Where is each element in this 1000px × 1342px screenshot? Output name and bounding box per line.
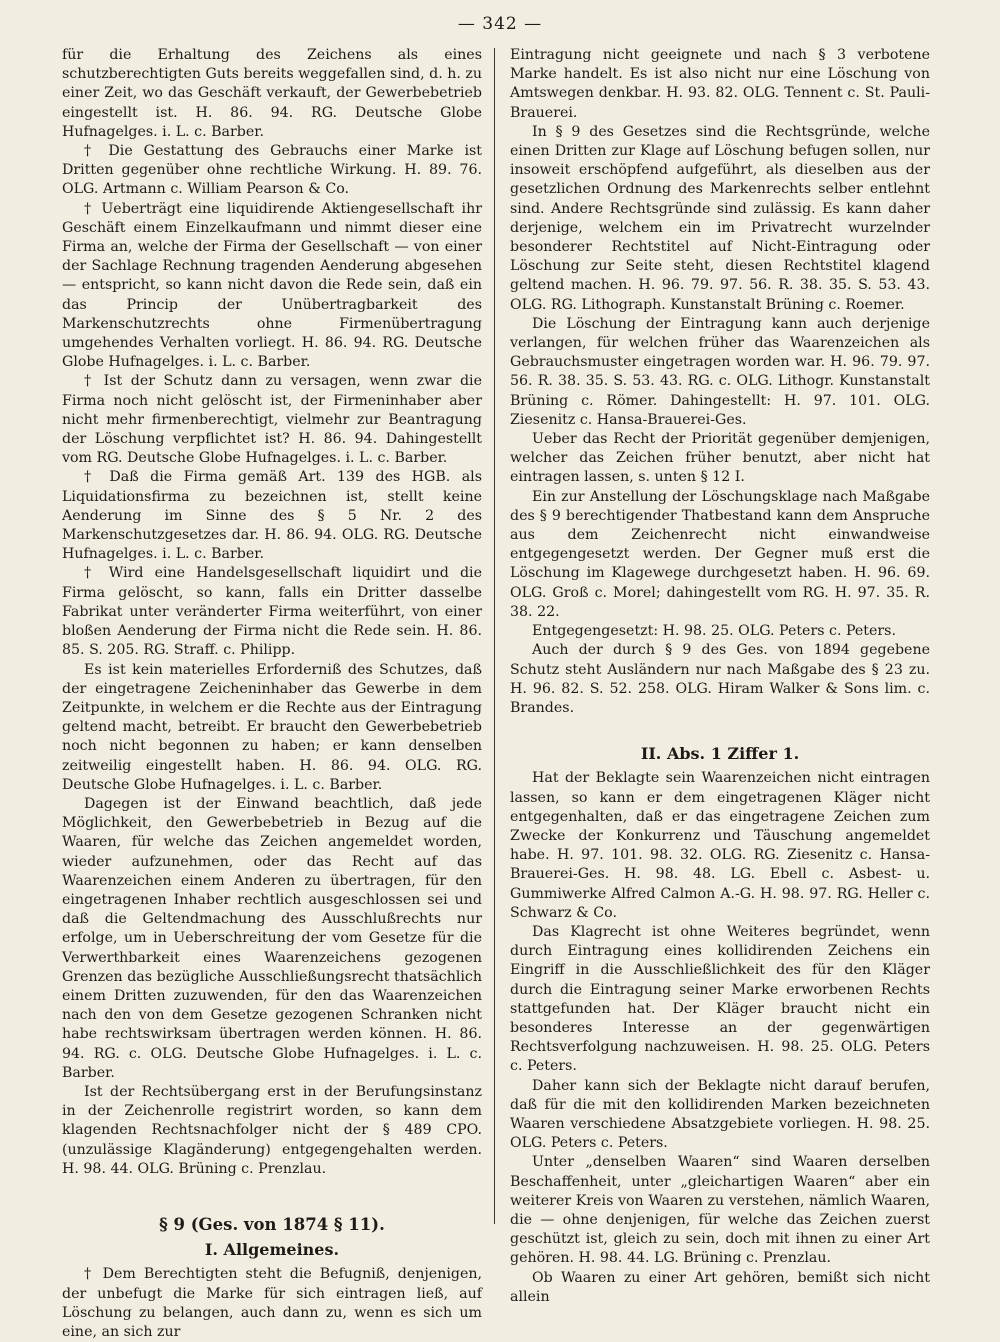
paragraph: Das Klagrecht ist ohne Weiteres begründet, wenn durch Eintragung eines kollidirenden Zeichens ein Eingriff in die Ausschließlichkeit des für den Kläger durch die Eintragung seiner Marke erworbenen Rechts stattgefunden hat. Der Kläger braucht nicht ein besonderes Interesse an der gegenwärtigen Rechtsverfolgung nachzuweisen. H. 98. 25. OLG. Peters c. Peters. bbox=[510, 923, 930, 1075]
paragraph: † Ist der Schutz dann zu versagen, wenn zwar die Firma noch nicht gelöscht ist, der Firmeninhaber aber nicht mehr firmenberechtigt, vielmehr zur Beantragung der Löschung verpflichtet ist? H. 86. 94. Dahingestellt vom RG. Deutsche Globe Hufnagelges. i. L. c. Barber. bbox=[62, 373, 482, 467]
paragraph: † Ueberträgt eine liquidirende Aktiengesellschaft ihr Geschäft einem Einzelkaufmann und nimmt dieser eine Firma an, welche der Firma der Gesellschaft — von einer der Sachlage Rechnung tragenden Aenderung abgesehen — entspricht, so kann nicht davon die Rede sein, daß ein das Princip der Unübertragbarkeit des Markenschutzrechts ohne Firmenübertragung umgehendes Verhalten vorliegt. H. 86. 94. RG. Deutsche Globe Hufnagelges. i. L. c. Barber. bbox=[62, 200, 482, 371]
paragraph: Ein zur Anstellung der Löschungsklage nach Maßgabe des § 9 berechtigender Thatbestand kann dem Anspruche aus dem Zeichenrecht nicht einwandweise entgegengesetzt werden. Der Gegner muß erst die Löschung im Klagewege durchgesetzt haben. H. 96. 69. OLG. Groß c. Morel; dahingestellt vom RG. H. 97. 35. R. 38. 22. bbox=[510, 488, 930, 620]
column-divider bbox=[494, 48, 495, 1224]
paragraph: † Dem Berechtigten steht die Befugniß, denjenigen, der unbefugt die Marke für sich eintragen ließ, auf Löschung zu belangen, auch dann zu, wenn es sich um eine, an sich zur bbox=[62, 1266, 482, 1340]
paragraph: Eintragung nicht geeignete und nach § 3 verbotene Marke handelt. Es ist also nicht nur eine Löschung von Amtswegen denkbar. H. 93. 82. OLG. Tennent c. St. Pauli-Brauerei. bbox=[510, 47, 930, 121]
paragraph: Unter „denselben Waaren“ sind Waaren derselben Beschaffenheit, unter „gleichartigen Waaren“ aber ein weiterer Kreis von Waaren zu verstehen, nämlich Waaren, die — ohne denjenigen, für welche das Zeichen zuerst geschützt ist, gleich zu sein, doch mit ihnen zu einer Art gehören. H. 98. 44. LG. Brüning c. Prenzlau. bbox=[510, 1154, 930, 1267]
paragraph: Es ist kein materielles Erforderniß des Schutzes, daß der eingetragene Zeicheninhaber das Gewerbe in dem Zeitpunkte, in welchem er die Rechte aus der Eintragung geltend macht, betreibt. Er braucht den Gewerbebetrieb noch nicht begonnen zu haben; er kann denselben zeitweilig eingestellt haben. H. 86. 94. OLG. RG. Deutsche Globe Hufnagelges. i. L. c. Barber. bbox=[62, 661, 482, 793]
paragraph: Hat der Beklagte sein Waarenzeichen nicht eintragen lassen, so kann er dem eingetragenen Kläger nicht entgegenhalten, daß er das eingetragene Zeichen zum Zwecke der Konkurrenz und Täuschung angemeldet habe. H. 97. 101. 98. 32. OLG. RG. Ziesenitz c. Hansa-Brauerei-Ges. H. 98. 48. LG. Ebell c. Asbest- u. Gummiwerke Alfred Calmon A.-G. H. 98. 97. RG. Heller c. Schwarz & Co. bbox=[510, 770, 930, 921]
paragraph: Dagegen ist der Einwand beachtlich, daß jede Möglichkeit, den Gewerbebetrieb in Bezug auf die Waaren, für welche das Zeichen angemeldet worden, wieder aufzunehmen, oder das Recht auf das Waarenzeichen einem Anderen zu übertragen, für den eingetragenen Inhaber rechtlich ausgeschlossen sei und daß die Geltendmachung des Ausschlußrechts nur erfolge, um in Ueberschreitung der vom Gesetze für die Verwerthbarkeit eines Waarenzeichens gezogenen Grenzen das bezügliche Ausschließungsrecht thatsächlich einem Dritten zuzuwenden, für den das Waarenzeichen nach den von dem Gesetze gezogenen Schranken nicht habe rechtswirksam übertragen werden können. H. 86. 94. RG. c. OLG. Deutsche Globe Hufnagelges. i. L. c. Barber. bbox=[62, 795, 482, 1081]
paragraph: Auch der durch § 9 des Ges. von 1894 gegebene Schutz steht Ausländern nur nach Maßgabe des § 23 zu. H. 96. 82. S. 52. 258. OLG. Hiram Walker & Sons lim. c. Brandes. bbox=[510, 642, 930, 716]
paragraph: Ist der Rechtsübergang erst in der Berufungsinstanz in der Zeichenrolle registrirt worden, so kann dem klagenden Rechtsnachfolger nicht der § 489 CPO. (unzulässige Klagänderung) entgegengehalten werden. H. 98. 44. OLG. Brüning c. Prenzlau. bbox=[62, 1083, 482, 1177]
section-heading: § 9 (Ges. von 1874 § 11). bbox=[159, 1214, 385, 1234]
paragraph: Daher kann sich der Beklagte nicht darauf berufen, daß für die mit den kollidirenden Marken bezeichneten Waaren verschiedene Absatzgebiete vorliegen. H. 98. 25. OLG. Peters c. Peters. bbox=[510, 1077, 930, 1152]
subsection-heading: I. Allgemeines. bbox=[204, 1240, 340, 1260]
paragraph: † Die Gestattung des Gebrauchs einer Marke ist Dritten gegenüber ohne rechtliche Wirkung. H. 89. 76. OLG. Artmann c. William Pearson & Co. bbox=[62, 143, 482, 198]
subsection-heading: II. Abs. 1 Ziffer 1. bbox=[640, 744, 800, 764]
page-number: — 342 — bbox=[457, 14, 543, 34]
paragraph: für die Erhaltung des Zeichens als eines schutzberechtigten Guts bereits weggefallen sind, d. h. zu einer Zeit, wo das Geschäft verkauft, der Gewerbebetrieb eingestellt ist. H. 86. 94. RG. Deutsche Globe Hufnagelges. i. L. c. Barber. bbox=[62, 47, 482, 140]
paragraph: Entgegengesetzt: H. 98. 25. OLG. Peters c. Peters. bbox=[532, 623, 896, 640]
left-column bbox=[62, 46, 482, 1342]
paragraph: Ob Waaren zu einer Art gehören, bemißt sich nicht allein bbox=[510, 1269, 930, 1305]
paragraph: † Daß die Firma gemäß Art. 139 des HGB. als Liquidationsfirma zu bezeichnen ist, stellt keine Aenderung im Sinne des § 5 Nr. 2 des Markenschutzgesetzes dar. H. 86. 94. OLG. RG. Deutsche Hufnagelges. i. L. c. Barber. bbox=[62, 469, 482, 563]
paragraph: Ueber das Recht der Priorität gegenüber demjenigen, welcher das Zeichen früher benutzt, aber nicht hat eintragen lassen, s. unten § 12 I. bbox=[510, 431, 930, 486]
paragraph: In § 9 des Gesetzes sind die Rechtsgründe, welche einen Dritten zur Klage auf Löschung befugen sollen, nur insoweit erschöpfend aufgeführt, als dieselben aus der gesetzlichen Ordnung des Markenrechts selber entlehnt sind. Andere Rechtsgründe sind zulässig. Es kann daher derjenige, welchem ein im Privatrecht wurzelnder besonderer Rechtstitel auf Nicht-Eintragung oder Löschung zur Seite steht, diesen Rechtstitel klagend geltend machen. H. 96. 79. 97. 56. R. 38. 35. S. 53. 43. OLG. RG. Lithograph. Kunstanstalt Brüning c. Roemer. bbox=[510, 123, 930, 313]
paragraph: † Wird eine Handelsgesellschaft liquidirt und die Firma gelöscht, so kann, falls ein Dritter dasselbe Fabrikat unter veränderter Firma weiterführt, von einer bloßen Aenderung der Firma nicht die Rede sein. H. 86. 85. S. 205. RG. Straff. c. Philipp. bbox=[62, 565, 482, 659]
right-column bbox=[510, 46, 930, 1307]
paragraph: Die Löschung der Eintragung kann auch derjenige verlangen, für welchen früher das Waarenzeichen als Gebrauchsmuster eingetragen worden war. H. 96. 79. 97. 56. R. 38. 35. S. 53. 43. RG. c. OLG. Lithogr. Kunstanstalt Brüning c. Römer. Dahingestellt: H. 97. 101. OLG. Ziesenitz c. Hansa-Brauerei-Ges. bbox=[510, 315, 930, 428]
